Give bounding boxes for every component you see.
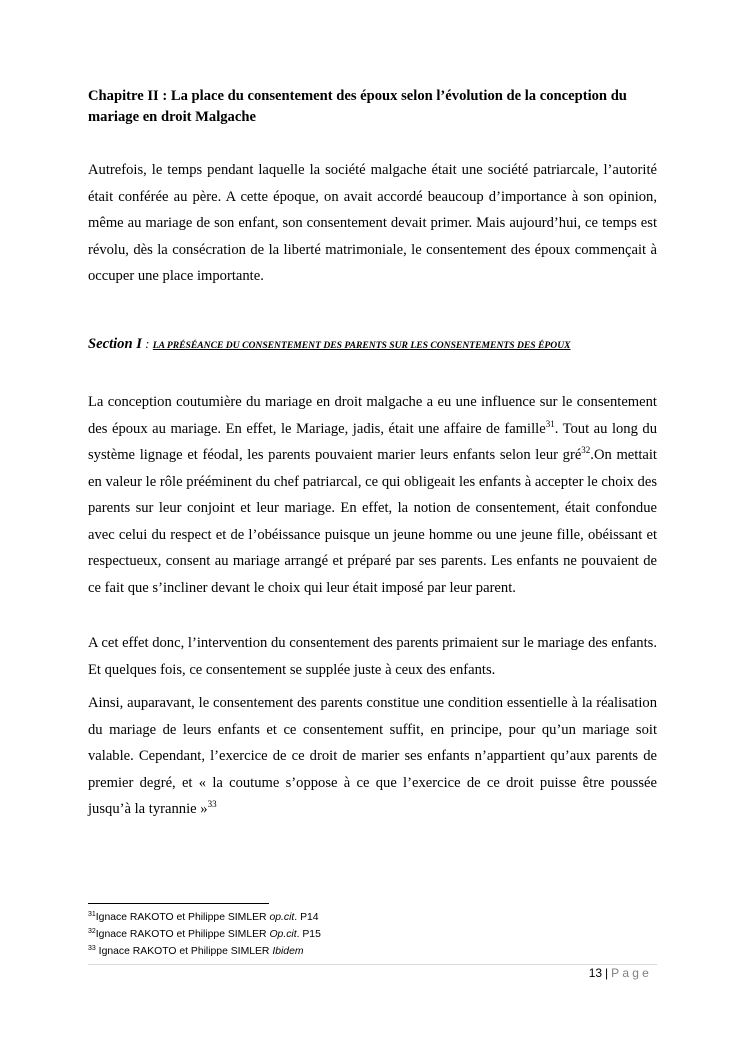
section-label: Section I (88, 336, 142, 352)
body-paragraph (88, 690, 657, 823)
body-paragraph: A cet effet donc, l’intervention du consentement des parents primaient sur le mariage des enfants. Et quelques fois, ce consentement se supplée juste à ceux des enfants. (88, 635, 657, 678)
footnote-source: Op.cit (269, 929, 297, 940)
footnote-reference[interactable]: 33 (207, 799, 217, 809)
footnote-reference[interactable]: 31 (545, 418, 555, 429)
footnote-authors: Ignace RAKOTO et Philippe SIMLER (95, 946, 273, 957)
footnote-item (88, 943, 488, 960)
footnote-item (88, 909, 488, 926)
footnote-number: 32 (88, 928, 96, 935)
footnote-authors: Ignace RAKOTO et Philippe SIMLER (95, 912, 270, 923)
intro-paragraph: Autrefois, le temps pendant laquelle la société malgache était une société patriarcale, l’autorité était conférée au père. A cette époque, on avait accordé beaucoup d’importance à son opinion, même au mariage de son enfant, son consentement devait primer. Mais aujourd’hui, ce temps est révolu, dès la consécration de la liberté matrimoniale, le consentement des époux commençait à occuper une place importante. (88, 162, 657, 284)
page-label: Page (611, 966, 652, 980)
footer-divider: | (605, 966, 609, 980)
footnote-separator (88, 903, 269, 904)
footnote-authors: Ignace RAKOTO et Philippe SIMLER (95, 929, 270, 940)
paragraph-text: La conception coutumière du mariage en droit malgache a eu une influence sur le consentement des époux au mariage. En effet, le Mariage, jadis, était une affaire de famille (88, 394, 657, 437)
section-heading (88, 335, 668, 353)
footnote-source: Ibidem (272, 946, 304, 957)
paragraph-text: .On mettait en valeur le rôle prééminent du chef patriarcal, ce qui obligeait les enfants à accepter le choix des parents sur leur conjoint et leur mariage. En effet, la notion de consentement, était confondue avec celui du respect et de l’obéissance puisque un jeune homme ou une jeune fille, obéissant et respectueux, consent au mariage arrangé et préparé par ses parents. Les enfants ne pouvaient de ce fait que s’incliner devant le choix qui leur était imposé par leur parent. (88, 447, 657, 596)
paragraph-text: . Tout au long du système lignage et féodal, les parents pouvaient marier leurs enfants selon leur gré (88, 420, 657, 463)
body-paragraph (88, 389, 657, 601)
footnote-item (88, 926, 488, 943)
section-separator: : (141, 336, 153, 351)
footnote-reference[interactable]: 32 (581, 445, 591, 455)
section-title: LA PRÉSÉANCE DU CONSENTEMENT DES PARENTS SUR LES CONSENTEMENTS DES ÉPOUX (152, 340, 571, 351)
chapter-title: Chapitre II : La place du consentement des époux selon l’évolution de la conception du mariage en droit Malgache (88, 88, 627, 125)
footnote-number: 31 (88, 911, 96, 918)
footnote-suffix: . P15 (296, 929, 321, 940)
footnote-source: op.cit (269, 912, 295, 923)
footer-separator (88, 964, 657, 965)
page-number: 13 (588, 966, 603, 980)
paragraph-text: Ainsi, auparavant, le consentement des parents constitue une condition essentielle à la réalisation du mariage de leurs enfants et ce consentement suffit, en principe, pour qu’un mariage soit valable. Cependant, l’exercice de ce droit de marier ses enfants n’appartient qu’aux parents de premier degré, et « la coutume s’oppose à ce que l’exercice de ce droit puisse être poussée jusqu’à la tyrannie » (88, 695, 657, 817)
footnotes (88, 909, 488, 960)
footnote-suffix: . P14 (294, 912, 319, 923)
page-footer (589, 965, 652, 981)
footnote-number: 33 (88, 945, 96, 952)
